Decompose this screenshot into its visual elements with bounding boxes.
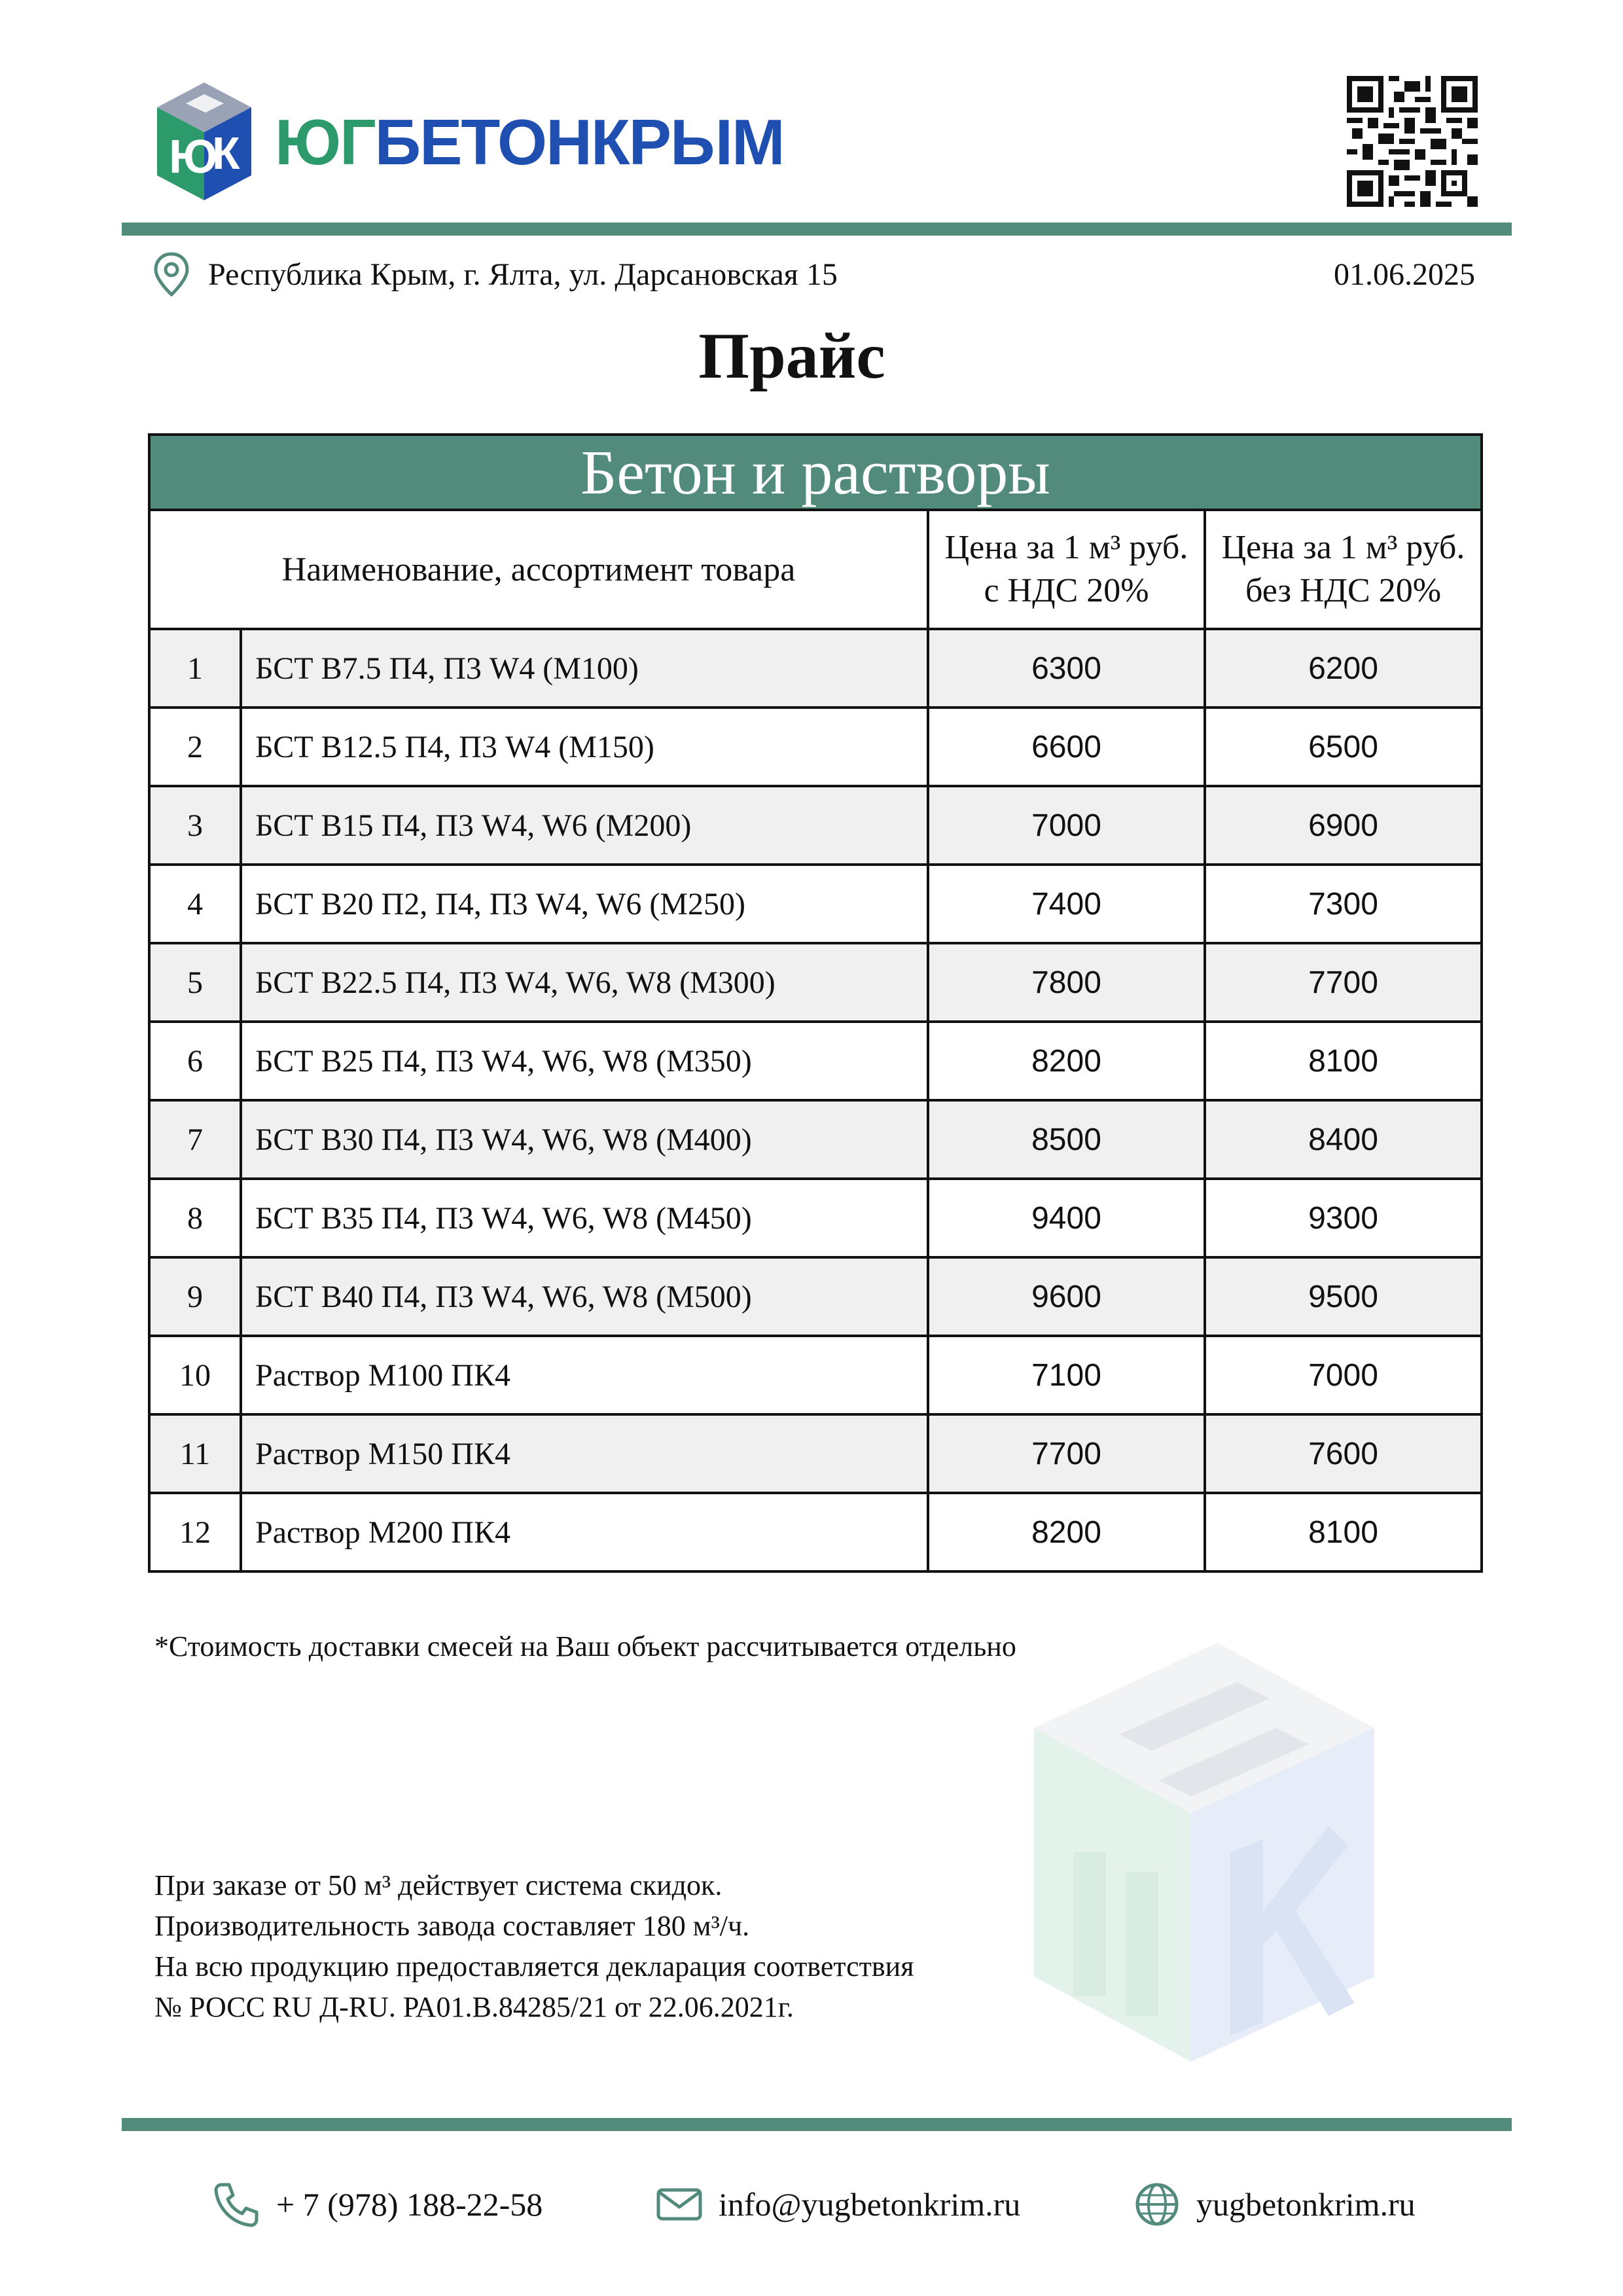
footer-divider [122, 2118, 1512, 2131]
table-row [149, 1179, 1482, 1257]
website-text: yugbetonkrim.ru [1196, 2186, 1416, 2223]
info-block [154, 1865, 914, 2028]
column-header-name: Наименование, ассортимент товара [149, 510, 928, 629]
price-without-vat: 6500 [1205, 708, 1482, 786]
price-with-vat: 8500 [928, 1100, 1205, 1179]
row-number: 10 [149, 1336, 241, 1414]
column-header-price-vat [928, 510, 1205, 629]
product-name: БСТ В22.5 П4, П3 W4, W6, W8 (М300) [241, 943, 928, 1022]
price-table [148, 433, 1483, 1573]
column-header-price-vat-line2: с НДС 20% [984, 572, 1149, 609]
table-row [149, 1257, 1482, 1336]
table-row [149, 1493, 1482, 1571]
email-text: info@yugbetonkrim.ru [719, 2186, 1021, 2223]
price-without-vat: 8100 [1205, 1493, 1482, 1571]
table-row [149, 786, 1482, 865]
globe-icon [1132, 2179, 1182, 2229]
column-header-price-novat [1205, 510, 1482, 629]
product-name: Раствор М200 ПК4 [241, 1493, 928, 1571]
table-row [149, 1022, 1482, 1100]
product-name: БСТ В25 П4, П3 W4, W6, W8 (М350) [241, 1022, 928, 1100]
table-row [149, 1336, 1482, 1414]
envelope-icon [654, 2179, 704, 2229]
price-without-vat: 7000 [1205, 1336, 1482, 1414]
price-with-vat: 7000 [928, 786, 1205, 865]
row-number: 7 [149, 1100, 241, 1179]
price-with-vat: 6300 [928, 629, 1205, 708]
row-number: 2 [149, 708, 241, 786]
product-name: БСТ В40 П4, П3 W4, W6, W8 (М500) [241, 1257, 928, 1336]
footer-website[interactable] [1132, 2172, 1416, 2237]
row-number: 6 [149, 1022, 241, 1100]
address-row [152, 251, 838, 297]
table-row [149, 865, 1482, 943]
row-number: 3 [149, 786, 241, 865]
row-number: 11 [149, 1414, 241, 1493]
address-text: Республика Крым, г. Ялта, ул. Дарсановская 15 [208, 257, 838, 292]
price-without-vat: 7700 [1205, 943, 1482, 1022]
brand-part-blue: БЕТОНКРЫМ [374, 106, 784, 178]
info-line: На всю продукцию предоставляется декларация соответствия [154, 1950, 914, 1982]
delivery-note: *Стоимость доставки смесей на Ваш объект рассчитывается отдельно [154, 1630, 1016, 1662]
price-with-vat: 7400 [928, 865, 1205, 943]
row-number: 1 [149, 629, 241, 708]
svg-text:К: К [212, 128, 240, 179]
page-title: Прайс [698, 319, 885, 392]
table-caption: Бетон и растворы [149, 435, 1482, 510]
product-name: БСТ В30 П4, П3 W4, W6, W8 (М400) [241, 1100, 928, 1179]
price-with-vat: 9600 [928, 1257, 1205, 1336]
price-without-vat: 6900 [1205, 786, 1482, 865]
table-row [149, 1414, 1482, 1493]
phone-text: + 7 (978) 188-22-58 [276, 2186, 543, 2223]
price-without-vat: 7300 [1205, 865, 1482, 943]
price-with-vat: 7100 [928, 1336, 1205, 1414]
product-name: БСТ В7.5 П4, П3 W4 (М100) [241, 629, 928, 708]
table-row [149, 629, 1482, 708]
table-row [149, 943, 1482, 1022]
location-pin-icon [152, 251, 191, 297]
product-name: Раствор М150 ПК4 [241, 1414, 928, 1493]
column-header-price-novat-line2: без НДС 20% [1245, 572, 1442, 609]
row-number: 4 [149, 865, 241, 943]
qr-code-icon [1347, 76, 1478, 207]
price-with-vat: 7800 [928, 943, 1205, 1022]
price-without-vat: 8400 [1205, 1100, 1482, 1179]
price-with-vat: 8200 [928, 1493, 1205, 1571]
product-name: БСТ В15 П4, П3 W4, W6 (М200) [241, 786, 928, 865]
svg-text:Ю: Ю [169, 131, 218, 183]
brand-part-green: ЮГ [275, 106, 375, 178]
footer-email[interactable] [654, 2172, 1020, 2237]
footer-phone[interactable] [212, 2172, 543, 2237]
column-header-price-vat-line1: Цена за 1 м³ руб. [944, 529, 1188, 566]
product-name: БСТ В12.5 П4, П3 W4 (М150) [241, 708, 928, 786]
table-row [149, 708, 1482, 786]
product-name: БСТ В35 П4, П3 W4, W6, W8 (М450) [241, 1179, 928, 1257]
product-name: БСТ В20 П2, П4, П3 W4, W6 (М250) [241, 865, 928, 943]
price-without-vat: 9300 [1205, 1179, 1482, 1257]
price-without-vat: 8100 [1205, 1022, 1482, 1100]
price-without-vat: 6200 [1205, 629, 1482, 708]
info-line: Производительность завода составляет 180 м³/ч. [154, 1910, 750, 1942]
cube-watermark-icon [1021, 1636, 1387, 2068]
column-header-price-novat-line1: Цена за 1 м³ руб. [1221, 529, 1465, 566]
table-row [149, 1100, 1482, 1179]
price-with-vat: 9400 [928, 1179, 1205, 1257]
product-name: Раствор М100 ПК4 [241, 1336, 928, 1414]
price-without-vat: 7600 [1205, 1414, 1482, 1493]
price-without-vat: 9500 [1205, 1257, 1482, 1336]
row-number: 8 [149, 1179, 241, 1257]
document-date: 01.06.2025 [1334, 257, 1475, 292]
header-divider [122, 223, 1512, 236]
phone-icon [212, 2179, 262, 2229]
price-with-vat: 7700 [928, 1414, 1205, 1493]
row-number: 12 [149, 1493, 241, 1571]
price-with-vat: 6600 [928, 708, 1205, 786]
row-number: 5 [149, 943, 241, 1022]
row-number: 9 [149, 1257, 241, 1336]
brand-name [275, 99, 784, 185]
info-line: № РОСС RU Д-RU. РА01.В.84285/21 от 22.06.2021г. [154, 1991, 794, 2023]
info-line: При заказе от 50 м³ действует система скидок. [154, 1869, 722, 1901]
price-with-vat: 8200 [928, 1022, 1205, 1100]
